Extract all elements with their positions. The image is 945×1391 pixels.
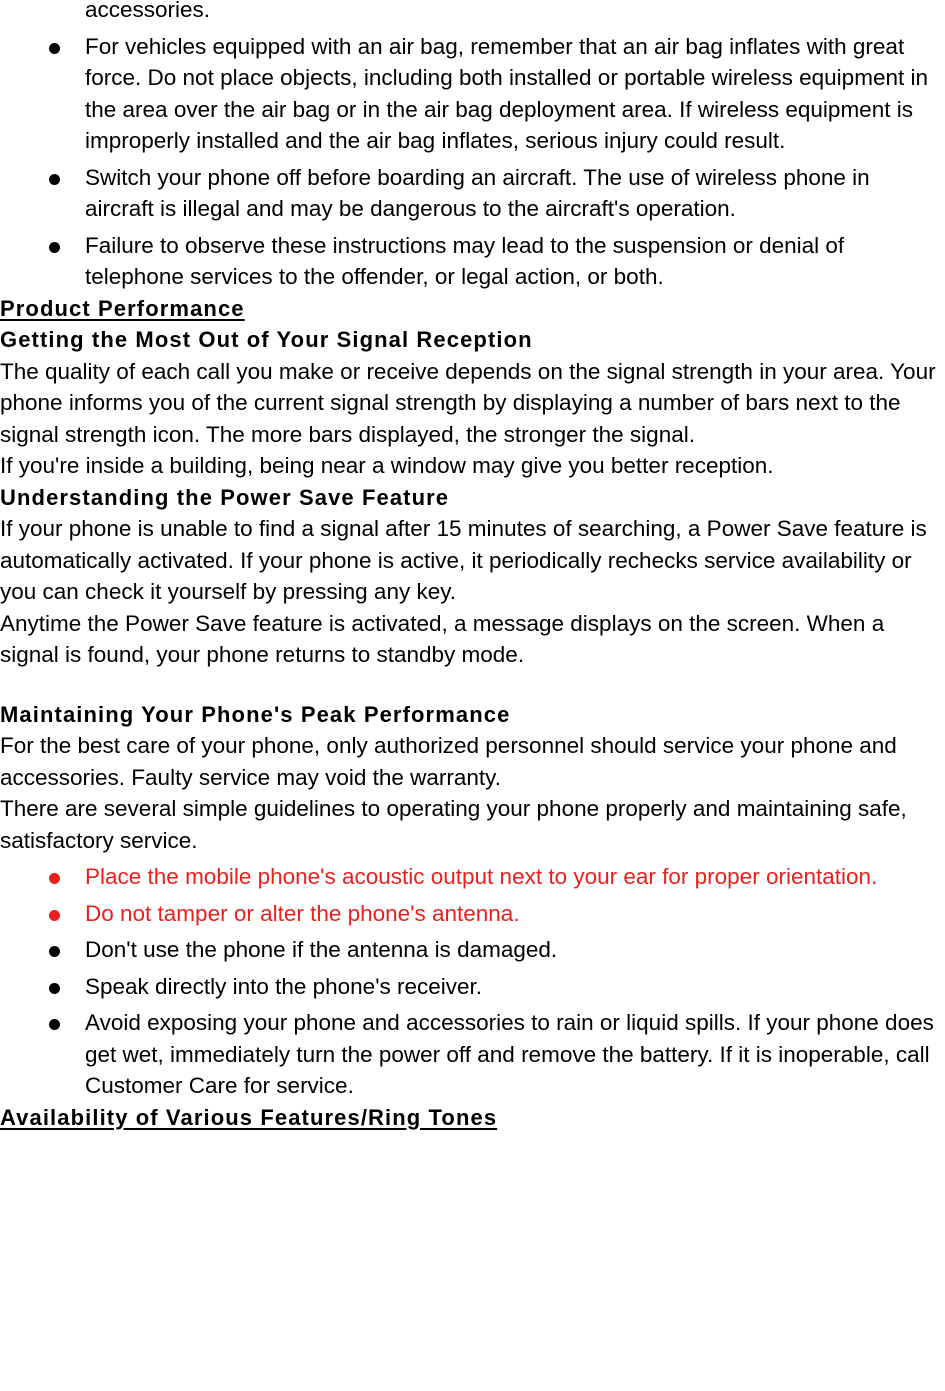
bullet-text: For vehicles equipped with an air bag, remember that an air bag inflates with great force. Do not place objects, including both installed or portable wireless equipment in the area over the air bag or in the air bag deployment area. If wireless equipment is improperly installed and the air bag inflates, serious injury could result. xyxy=(85,33,928,153)
bullet-airbag xyxy=(0,31,935,157)
bullet-dot-icon xyxy=(49,1019,60,1030)
paragraph-signal-building: If you're inside a building, being near a window may give you better reception. xyxy=(0,453,774,478)
bullet-text: Don't use the phone if the antenna is damaged. xyxy=(85,937,558,962)
bullet-antenna-damaged xyxy=(0,934,935,966)
bullet-dot-icon xyxy=(49,242,60,253)
bullet-speak-directly xyxy=(0,971,935,1003)
bullet-dot-icon xyxy=(49,43,60,54)
paragraph-guidelines: There are several simple guidelines to operating your phone properly and maintaining safe, satisfactory service. xyxy=(0,796,907,853)
heading-power-save: Understanding the Power Save Feature xyxy=(0,484,450,510)
heading-signal-reception: Getting the Most Out of Your Signal Reception xyxy=(0,327,533,352)
bullet-dot-icon xyxy=(49,983,60,994)
bullet-text: Speak directly into the phone's receiver. xyxy=(85,973,483,999)
heading-product-performance: Product Performance xyxy=(0,295,245,321)
continued-text: accessories. xyxy=(85,0,211,22)
paragraph-power-save-activation: If your phone is unable to find a signal after 15 minutes of searching, a Power Save feature is automatically activated. If your phone is active, it periodically rechecks service availability or you can check it yourself by pressing any key. xyxy=(0,516,927,604)
bullet-text: Do not tamper or alter the phone's antenna. xyxy=(85,900,520,926)
bullet-text: Switch your phone off before boarding an aircraft. The use of wireless phone in aircraft is illegal and may be dangerous to the aircraft's operation. xyxy=(85,164,870,221)
bullet-acoustic-output xyxy=(0,861,935,893)
bullet-dot-icon xyxy=(49,910,60,921)
paragraph-power-save-message: Anytime the Power Save feature is activated, a message displays on the screen. When a signal is found, your phone returns to standby mode. xyxy=(0,610,885,667)
heading-availability: Availability of Various Features/Ring Tones xyxy=(0,1104,498,1130)
bullet-dot-icon xyxy=(49,174,60,185)
bullet-dot-icon xyxy=(49,946,60,957)
bullet-failure xyxy=(0,230,935,293)
bullet-antenna-tamper xyxy=(0,898,935,930)
bullet-text: Failure to observe these instructions may lead to the suspension or denial of telephone services to the offender, or legal action, or both. xyxy=(85,232,845,289)
paragraph-signal-quality: The quality of each call you make or receive depends on the signal strength in your area. Your phone informs you of the current signal strength by displaying a number of bars next to the signal strength icon. The more bars displayed, the stronger the signal. xyxy=(0,358,936,447)
bullet-avoid-liquid xyxy=(0,1007,935,1102)
paragraph-best-care: For the best care of your phone, only authorized personnel should service your phone and accessories. Faulty service may void the warranty. xyxy=(0,733,897,790)
bullet-dot-icon xyxy=(49,873,60,884)
bullet-text: Avoid exposing your phone and accessories to rain or liquid spills. If your phone does get wet, immediately turn the power off and remove the battery. If it is inoperable, call Customer Care for service. xyxy=(85,1010,934,1098)
heading-peak-performance: Maintaining Your Phone's Peak Performance xyxy=(0,701,511,727)
spacer xyxy=(0,671,945,699)
bullet-text: Place the mobile phone's acoustic output next to your ear for proper orientation. xyxy=(85,864,878,889)
bullet-aircraft xyxy=(0,162,935,225)
